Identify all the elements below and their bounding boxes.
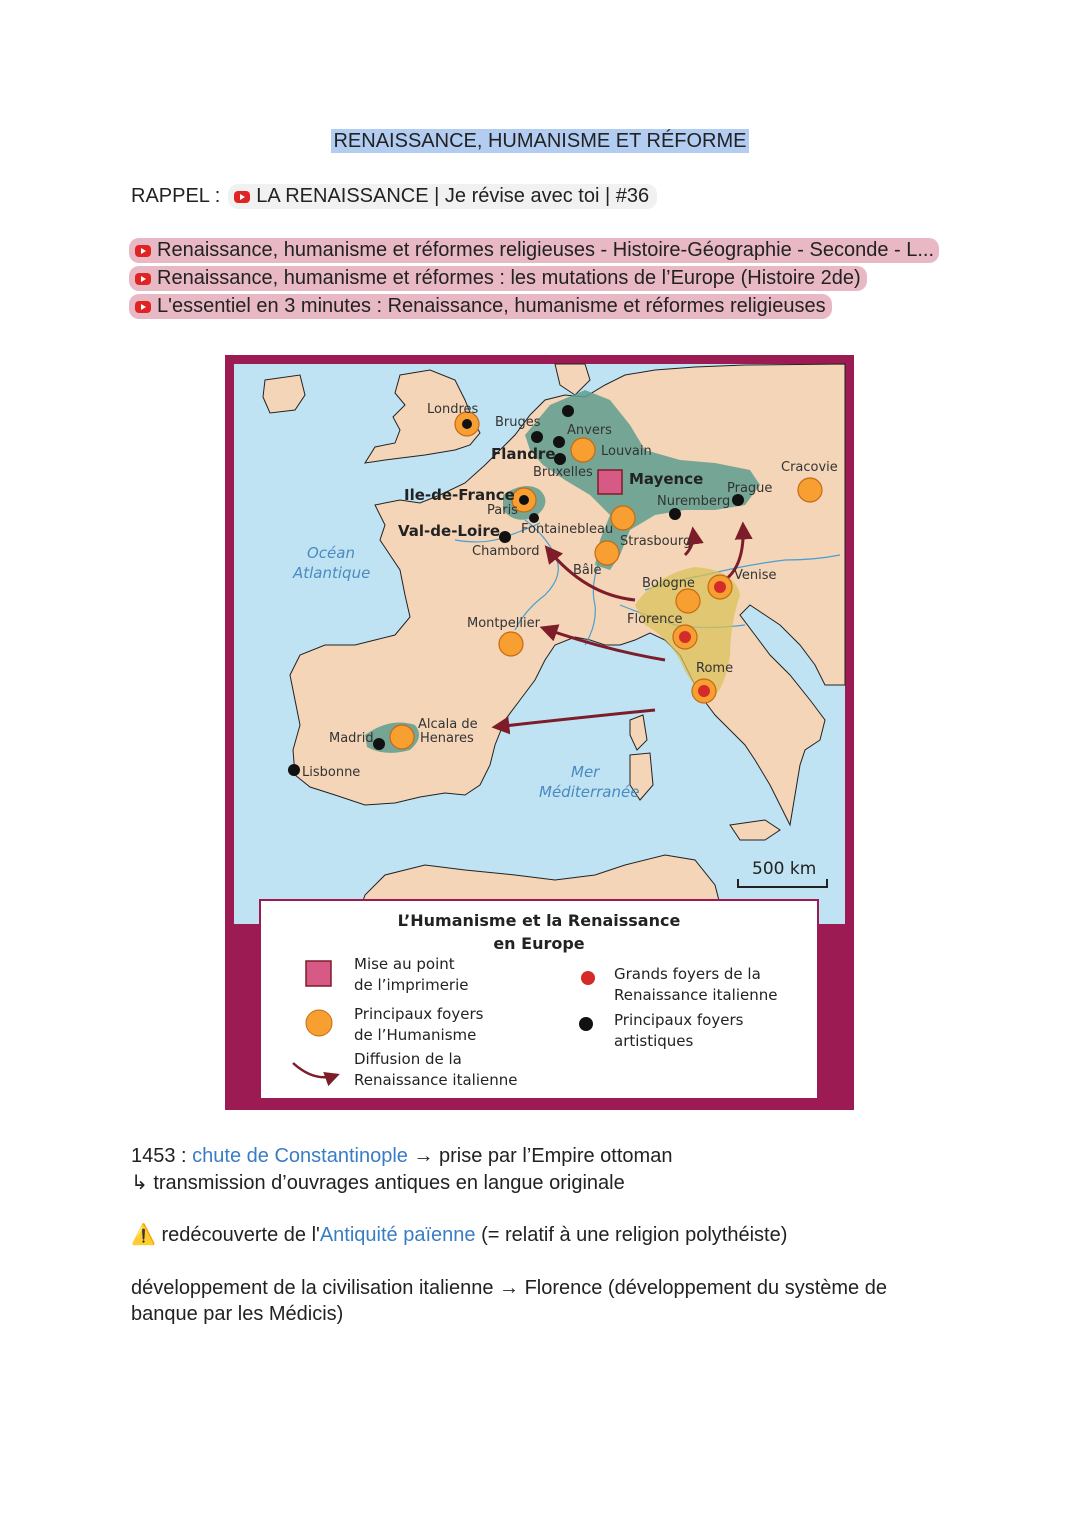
label-ocean-1: Océan <box>307 544 355 562</box>
rappel-video-link[interactable] <box>228 184 657 209</box>
label-mayence: Mayence <box>629 470 704 488</box>
label-fontainebleau: Fontainebleau <box>521 522 614 537</box>
legend-grands-1: Grands foyers de la <box>614 965 761 983</box>
legend-diffusion-2: Renaissance italienne <box>354 1071 518 1089</box>
label-mer-2: Méditerranée <box>539 783 640 801</box>
note-transmission: ↳ transmission d’ouvrages antiques en langue originale <box>131 1172 625 1194</box>
rappel-line <box>131 184 657 209</box>
note-florence-2: banque par les Médicis) <box>131 1303 344 1325</box>
art-bruges <box>531 431 543 443</box>
link-constantinople[interactable]: chute de Constantinople <box>192 1145 408 1167</box>
art-nuremberg <box>669 508 681 520</box>
legend-title-1: L’Humanisme et la Renaissance <box>397 911 681 930</box>
warning-icon: ⚠️ <box>131 1224 156 1246</box>
art-bruxelles <box>554 453 566 465</box>
rappel-video-title: LA RENAISSANCE | Je révise avec toi | #36 <box>256 185 650 207</box>
youtube-icon <box>234 191 250 203</box>
label-montpellier: Montpellier <box>467 616 540 631</box>
italian-venise <box>714 581 726 593</box>
art-madrid <box>373 738 385 750</box>
renaissance-map <box>225 355 854 1110</box>
video-link-1[interactable]: Renaissance, humanisme et réformes religieuses - Histoire-Géographie - Seconde - L... <box>129 238 939 263</box>
legend-humanisme-1: Principaux foyers <box>354 1005 484 1023</box>
label-louvain: Louvain <box>601 444 652 459</box>
legend-imprimerie-2: de l’imprimerie <box>354 976 469 994</box>
label-rome: Rome <box>696 661 734 676</box>
link-antiquite[interactable]: Antiquité païenne <box>319 1224 476 1246</box>
label-bale: Bâle <box>573 563 602 578</box>
label-alcala-1: Alcala de <box>418 717 478 732</box>
legend-title-2: en Europe <box>493 934 585 953</box>
label-flandre: Flandre <box>491 445 556 463</box>
youtube-icon <box>135 245 151 257</box>
humanism-alcala <box>390 725 414 749</box>
note-constantinople: 1453 : chute de Constantinople → prise par l’Empire ottoman <box>131 1145 673 1167</box>
legend-humanism-swatch <box>306 1010 332 1036</box>
youtube-icon <box>135 301 151 313</box>
label-bologne: Bologne <box>642 576 695 591</box>
label-strasbourg: Strasbourg <box>620 534 692 549</box>
art-paris <box>519 495 529 505</box>
label-venise: Venise <box>734 568 777 583</box>
italian-rome <box>698 685 710 697</box>
label-madrid: Madrid <box>329 731 374 746</box>
note-antiquite: ⚠️ redécouverte de l'Antiquité païenne (= relatif à une religion polythéiste) <box>131 1224 788 1246</box>
label-ocean-2: Atlantique <box>293 564 371 582</box>
humanism-cracovie <box>798 478 822 502</box>
label-nuremberg: Nuremberg <box>657 494 731 509</box>
label-ile-de-france: Ile-de-France <box>404 486 515 504</box>
page-title: RENAISSANCE, HUMANISME ET RÉFORME <box>333 130 747 152</box>
label-florence: Florence <box>627 612 683 627</box>
label-paris: Paris <box>487 503 518 518</box>
label-lisbonne: Lisbonne <box>302 765 361 780</box>
rappel-label: RAPPEL : <box>131 185 221 207</box>
legend-imprimerie-1: Mise au point <box>354 955 455 973</box>
legend-italian-swatch <box>581 971 595 985</box>
label-anvers: Anvers <box>567 423 612 438</box>
video-links <box>129 238 939 322</box>
printing-press-marker <box>598 470 622 494</box>
note-florence-1: développement de la civilisation italienne → Florence (développement du système de <box>131 1277 887 1299</box>
legend-artistic-swatch <box>579 1017 593 1031</box>
legend-artistiques-1: Principaux foyers <box>614 1011 744 1029</box>
humanism-montpellier <box>499 632 523 656</box>
video-link-3[interactable]: L'essentiel en 3 minutes : Renaissance, humanisme et réformes religieuses <box>129 294 832 319</box>
humanism-louvain <box>571 438 595 462</box>
label-cracovie: Cracovie <box>781 460 838 475</box>
art-lisbonne <box>288 764 300 776</box>
label-bruges: Bruges <box>495 415 541 430</box>
label-chambord: Chambord <box>472 544 540 559</box>
label-bruxelles: Bruxelles <box>533 465 593 480</box>
art-anvers-1 <box>562 405 574 417</box>
label-alcala-2: Henares <box>420 731 474 746</box>
label-val-de-loire: Val-de-Loire <box>398 522 500 540</box>
legend-artistiques-2: artistiques <box>614 1032 694 1050</box>
legend-grands-2: Renaissance italienne <box>614 986 778 1004</box>
youtube-icon <box>135 273 151 285</box>
legend-diffusion-1: Diffusion de la <box>354 1050 462 1068</box>
label-mer-1: Mer <box>571 763 600 781</box>
humanism-bologne <box>676 589 700 613</box>
art-chambord <box>499 531 511 543</box>
scale-label: 500 km <box>752 859 817 879</box>
humanism-strasbourg <box>611 506 635 530</box>
legend-humanisme-2: de l’Humanisme <box>354 1026 477 1044</box>
italian-florence <box>679 631 691 643</box>
humanism-bale <box>595 541 619 565</box>
label-prague: Prague <box>727 481 773 496</box>
label-londres: Londres <box>427 402 479 417</box>
art-london <box>462 419 472 429</box>
legend-press-swatch <box>306 961 331 986</box>
video-link-2[interactable]: Renaissance, humanisme et réformes : les mutations de l’Europe (Histoire 2de) <box>129 266 867 291</box>
